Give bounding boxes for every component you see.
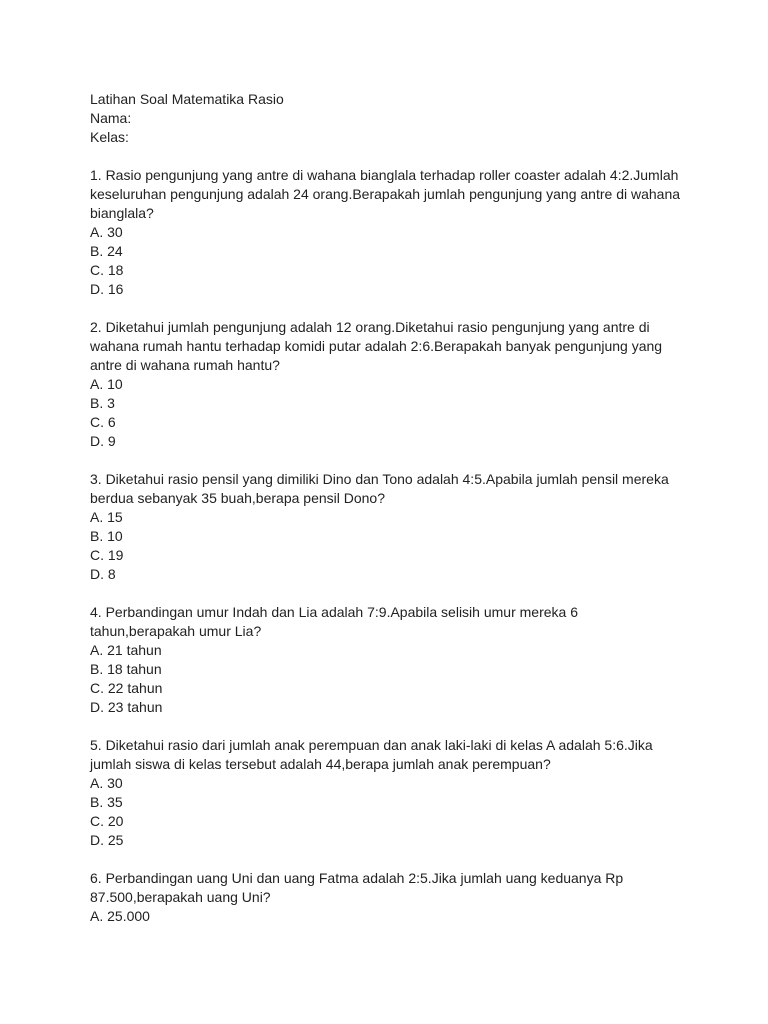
- question-text-line: tahun,berapakah umur Lia?: [90, 623, 262, 639]
- answer-option: C. 6: [90, 414, 116, 430]
- answer-option: B. 35: [90, 794, 123, 810]
- answer-option: C. 22 tahun: [90, 680, 163, 696]
- document-header: [90, 90, 690, 147]
- class-label: Kelas:: [90, 129, 129, 145]
- answer-option: A. 10: [90, 376, 123, 392]
- question-text-line: 3. Diketahui rasio pensil yang dimiliki Dino dan Tono adalah 4:5.Apabila jumlah pensil mereka: [90, 471, 669, 487]
- answer-option: A. 30: [90, 224, 123, 240]
- question-text-line: bianglala?: [90, 205, 154, 221]
- question-text-line: 5. Diketahui rasio dari jumlah anak perempuan dan anak laki-laki di kelas A adalah 5:6.Jika: [90, 737, 653, 753]
- question-text-line: wahana rumah hantu terhadap komidi putar adalah 2:6.Berapakah banyak pengunjung yang: [90, 338, 663, 354]
- answer-option: C. 19: [90, 547, 124, 563]
- question-text-line: keseluruhan pengunjung adalah 24 orang.Berapakah jumlah pengunjung yang antre di wahana: [90, 186, 681, 202]
- answer-option: B. 10: [90, 528, 123, 544]
- answer-option: D. 8: [90, 566, 116, 582]
- answer-option: C. 18: [90, 262, 124, 278]
- document-title: Latihan Soal Matematika Rasio: [90, 91, 284, 107]
- answer-option: D. 16: [90, 281, 124, 297]
- question-text-line: 87.500,berapakah uang Uni?: [90, 889, 271, 905]
- question-6: [90, 869, 690, 926]
- question-2: [90, 318, 690, 451]
- answer-option: D. 25: [90, 832, 124, 848]
- answer-option: A. 15: [90, 509, 123, 525]
- answer-option: B. 24: [90, 243, 123, 259]
- question-text-line: antre di wahana rumah hantu?: [90, 357, 280, 373]
- answer-option: A. 25.000: [90, 908, 150, 924]
- question-4: [90, 603, 690, 717]
- answer-option: C. 20: [90, 813, 124, 829]
- question-text-line: 4. Perbandingan umur Indah dan Lia adalah 7:9.Apabila selisih umur mereka 6: [90, 604, 578, 620]
- question-text-line: 2. Diketahui jumlah pengunjung adalah 12 orang.Diketahui rasio pengunjung yang antre di: [90, 319, 650, 335]
- answer-option: D. 23 tahun: [90, 699, 163, 715]
- question-text-line: jumlah siswa di kelas tersebut adalah 44,berapa jumlah anak perempuan?: [90, 756, 551, 772]
- question-5: [90, 736, 690, 850]
- question-1: [90, 166, 690, 299]
- answer-option: B. 3: [90, 395, 115, 411]
- question-text-line: 1. Rasio pengunjung yang antre di wahana bianglala terhadap roller coaster adalah 4:2.Jumlah: [90, 167, 679, 183]
- question-3: [90, 470, 690, 584]
- answer-option: A. 30: [90, 775, 123, 791]
- answer-option: A. 21 tahun: [90, 642, 162, 658]
- question-text-line: 6. Perbandingan uang Uni dan uang Fatma adalah 2:5.Jika jumlah uang keduanya Rp: [90, 870, 624, 886]
- document-page: [90, 90, 690, 926]
- question-text-line: berdua sebanyak 35 buah,berapa pensil Dono?: [90, 490, 386, 506]
- name-label: Nama:: [90, 110, 132, 126]
- answer-option: B. 18 tahun: [90, 661, 162, 677]
- answer-option: D. 9: [90, 433, 116, 449]
